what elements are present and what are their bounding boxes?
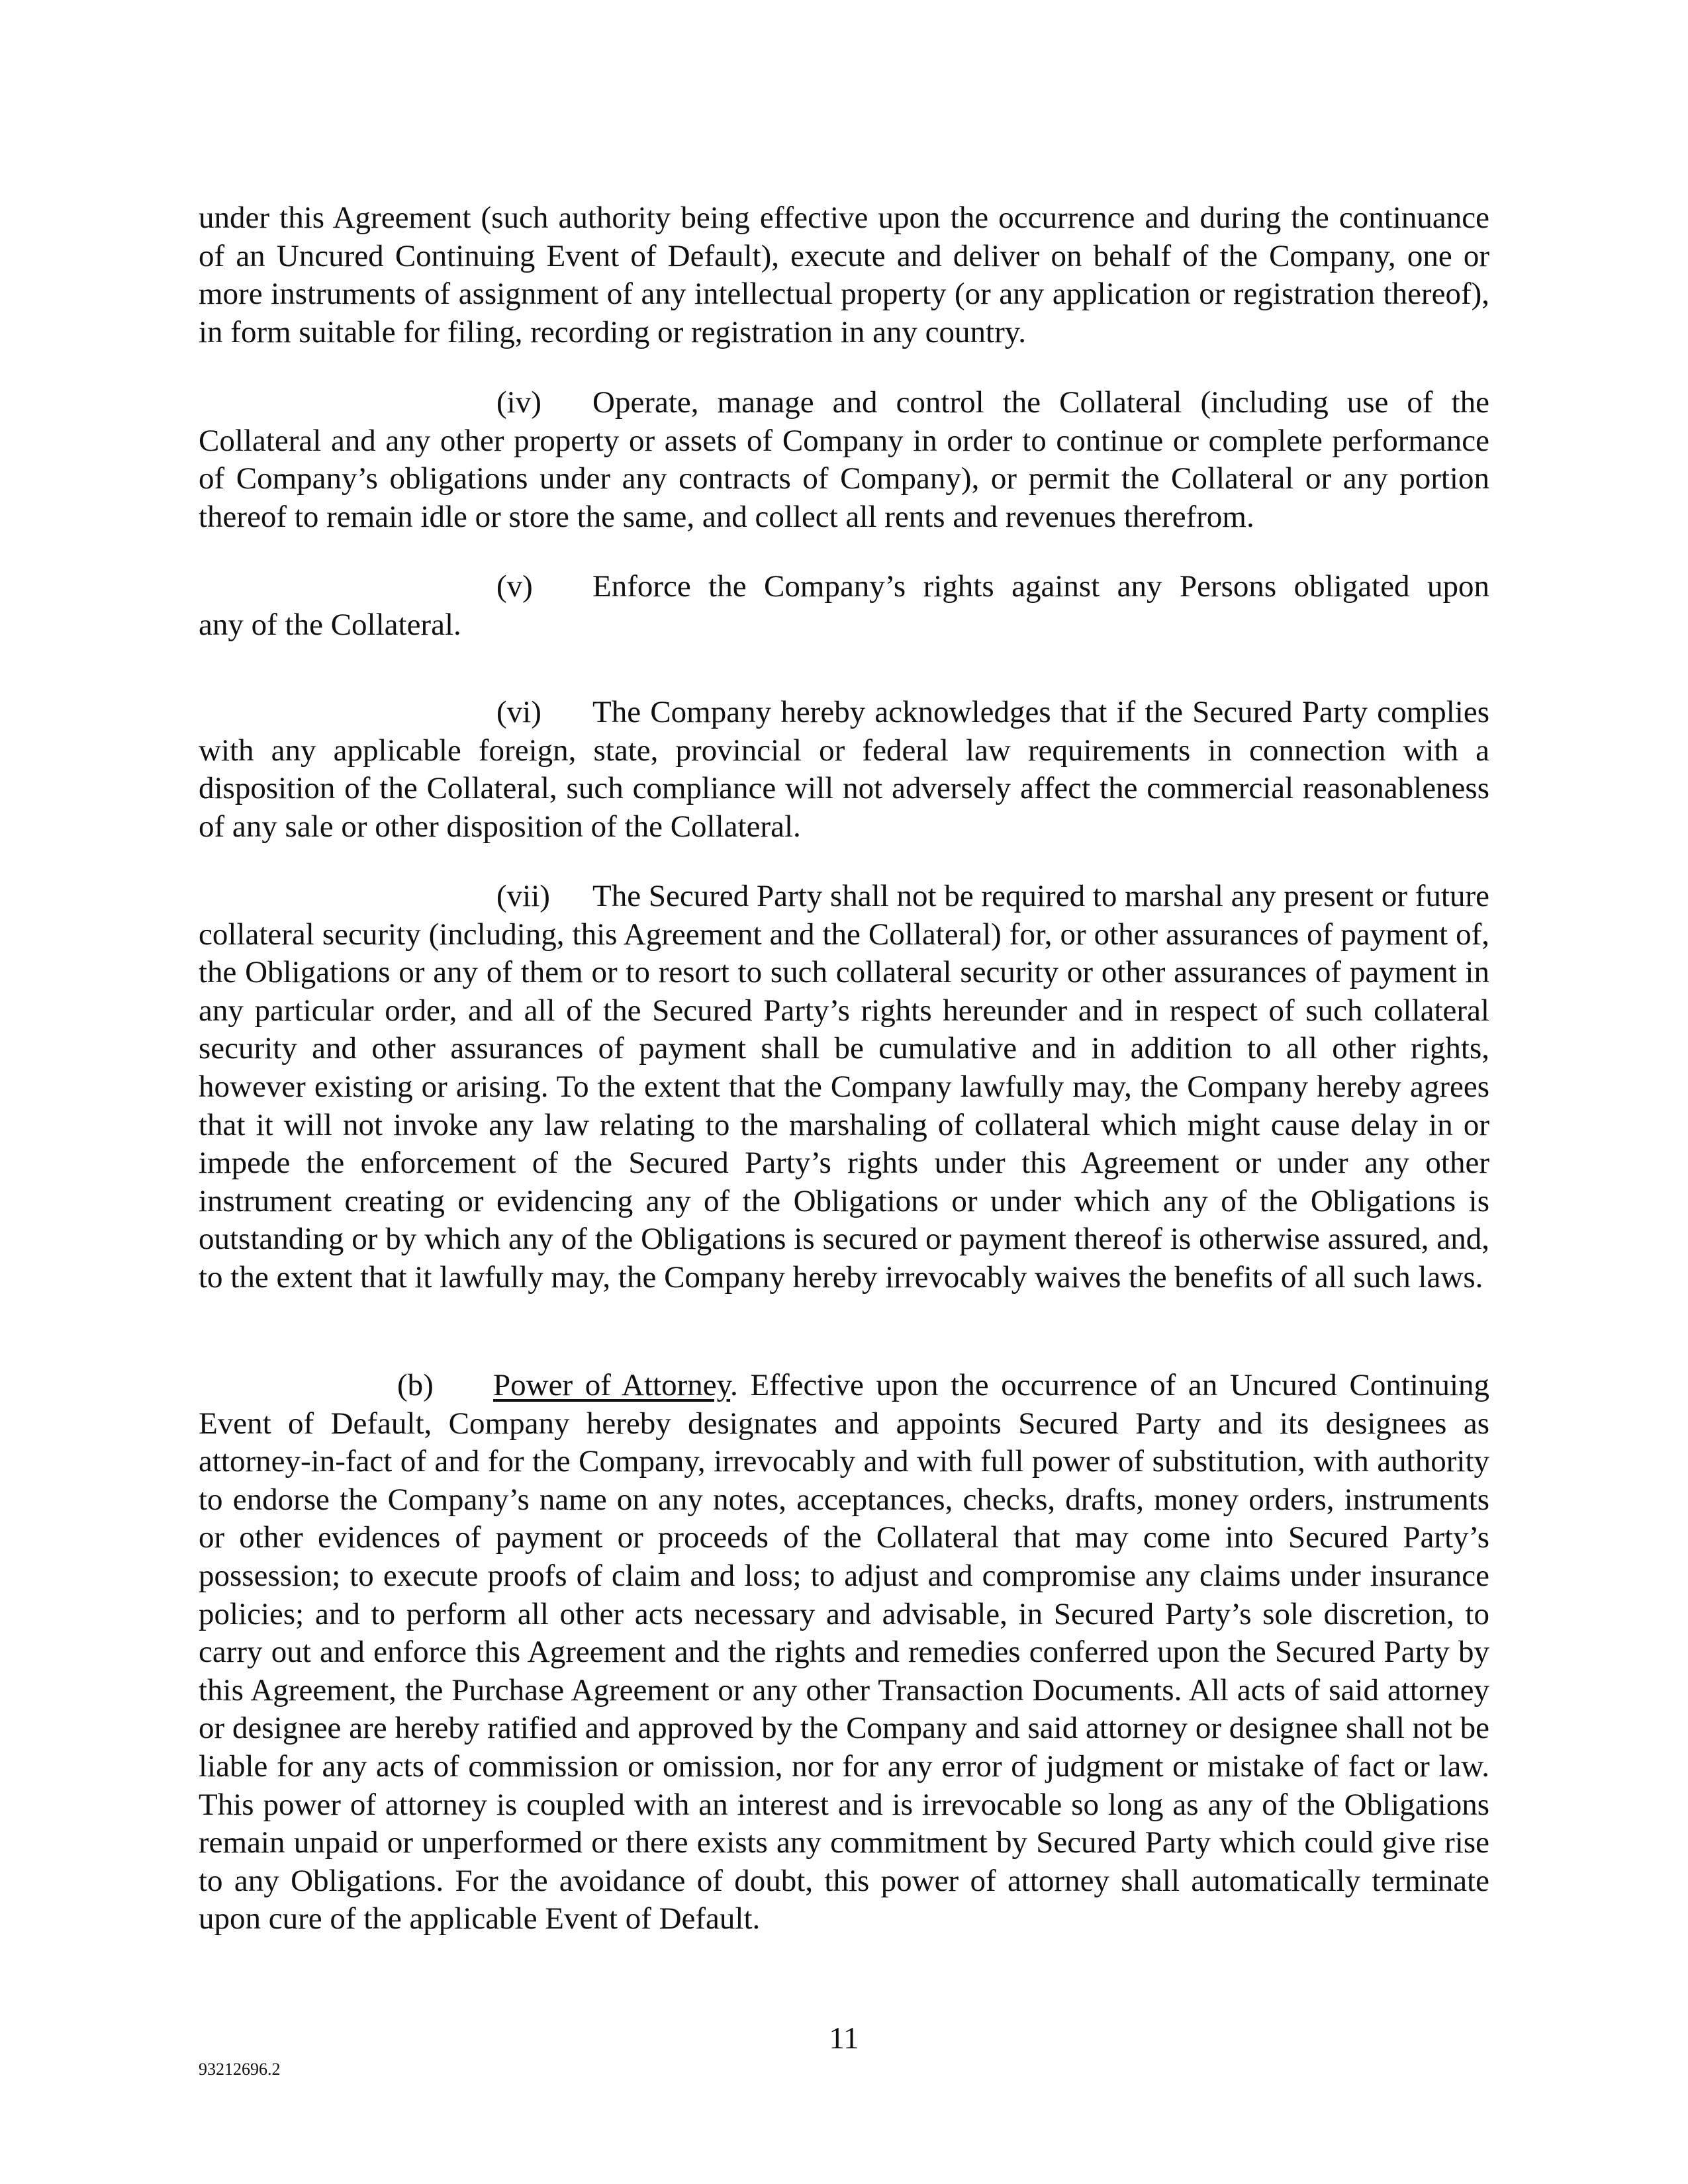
clause-text-b: . Effective upon the occurrence of an Uncured Continuing Event of Default, Company hereby designates and appoints Secured Party and its designees as attorney-in-fact of and for the Company, irrevocably and with full power of substitution, with authority to endorse the Company’s name on any notes, acceptances, checks, drafts, money orders, instruments or other evidences of payment or proceeds of the Collateral that may come into Secured Party’s possession; to execute proofs of claim and loss; to adjust and compromise any claims under insurance policies; and to perform all other acts necessary and advisable, in Secured Party’s sole discretion, to carry out and enforce this Agreement and the rights and remedies conferred upon the Secured Party by this Agreement, the Purchase Agreement or any other Transaction Documents. All acts of said attorney or designee are hereby ratified and approved by the Company and said attorney or designee shall not be liable for any acts of commission or omission, nor for any error of judgment or mistake of fact or law. This power of attorney is coupled with an interest and is irrevocable so long as any of the Obligations remain unpaid or unperformed or there exists any commitment by Secured Party which could give rise to any Obligations. For the avoidance of doubt, this power of attorney shall automatically terminate upon cure of the applicable Event of Default.: [199, 1368, 1489, 1936]
clause-number-vii: (vii): [496, 879, 550, 913]
paragraph-v: [199, 568, 1489, 606]
paragraph-v-continuation: any of the Collateral.: [199, 608, 461, 642]
page-number: 11: [829, 2021, 859, 2056]
clause-text-iv: Operate, manage and control the Collateral (including use of the Collateral and any other property or assets of Company in order to continue or complete performance of Company’s obligations under any contracts of Company), or permit the Collateral or any portion thereof to remain idle or store the same, and collect all rents and revenues therefrom.: [199, 385, 1489, 534]
clause-number-v: (v): [496, 569, 533, 604]
paragraph-vii: [199, 878, 1489, 1297]
document-id: 93212696.2: [199, 2060, 281, 2079]
paragraph-continuation: under this Agreement (such authority being effective upon the occurrence and during the continuance of an Uncured Continuing Event of Default), execute and deliver on behalf of the Company, one or more instruments of assignment of any intellectual property (or any application or registration thereof), in form suitable for filing, recording or registration in any country.: [199, 201, 1489, 349]
clause-text-vii: The Secured Party shall not be required to marshal any present or future collateral security (including, this Agreement and the Collateral) for, or other assurances of payment of, the Obligations or any of them or to resort to such collateral security or other assurances of payment in any particular order, and all of the Secured Party’s rights hereunder and in respect of such collateral security and other assurances of payment shall be cumulative and in addition to all other rights, however existing or arising. To the extent that the Company lawfully may, the Company hereby agrees that it will not invoke any law relating to the marshaling of collateral which might cause delay in or impede the enforcement of the Secured Party’s rights under this Agreement or under any other instrument creating or evidencing any of the Obligations or under which any of the Obligations is outstanding or by which any of the Obligations is secured or payment thereof is otherwise assured, and, to the extent that it lawfully may, the Company hereby irrevocably waives the benefits of all such laws.: [199, 879, 1489, 1295]
paragraph-b: [199, 1367, 1489, 1938]
section-heading-power-of-attorney: Power of Attorney: [493, 1368, 731, 1402]
paragraph-vi: [199, 694, 1489, 846]
clause-number-vi: (vi): [496, 695, 541, 729]
clause-number-b: (b): [397, 1368, 434, 1402]
clause-text-vi: The Company hereby acknowledges that if the Secured Party complies with any applicable foreign, state, provincial or federal law requirements in connection with a disposition of the Collateral, such compliance will not adversely affect the commercial reasonableness of any sale or other disposition of the Collateral.: [199, 695, 1489, 844]
paragraph-iv: [199, 384, 1489, 536]
clause-number-iv: (iv): [496, 385, 541, 420]
clause-text-v: Enforce the Company’s rights against any Persons obligated upon: [592, 569, 1489, 604]
